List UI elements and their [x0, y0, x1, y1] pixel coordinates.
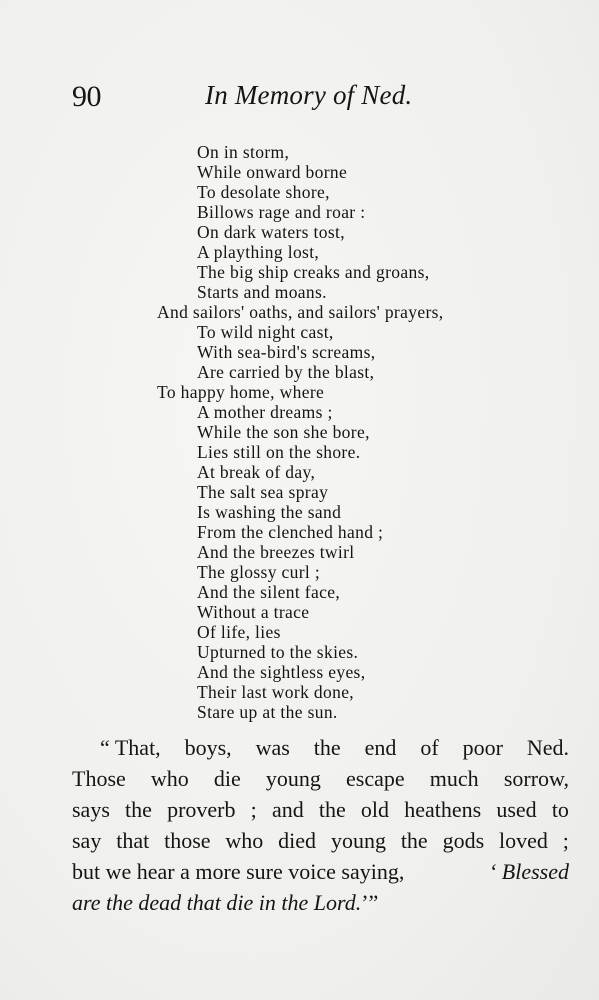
word: that: [116, 828, 150, 853]
poem-line: On dark waters tost,: [197, 222, 345, 242]
word: much: [429, 766, 479, 791]
page-number: 90: [72, 80, 101, 113]
word: who: [225, 828, 264, 853]
word: young: [330, 828, 386, 853]
word: sorrow,: [503, 766, 569, 791]
paragraph-line: [72, 733, 569, 763]
poem-line: Their last work done,: [197, 682, 355, 702]
word: escape: [346, 766, 405, 791]
poem-line: Lies still on the shore.: [197, 442, 361, 462]
poem-line: Without a trace: [197, 602, 310, 622]
word: of: [420, 735, 439, 760]
word: ;: [562, 828, 569, 853]
word: to: [551, 797, 569, 822]
poem-line: With sea-bird's screams,: [197, 342, 376, 362]
word: proverb: [167, 797, 236, 822]
paragraph-line: [72, 826, 569, 856]
word: die: [213, 766, 241, 791]
running-head: In Memory of Ned.: [205, 80, 413, 110]
poem-line: The salt sea spray: [197, 482, 329, 502]
poem-line: Billows rage and roar :: [197, 202, 366, 222]
poem-line: Starts and moans.: [197, 282, 327, 302]
word: young: [265, 766, 321, 791]
poem-line: On in storm,: [197, 142, 290, 162]
word: the: [400, 828, 428, 853]
paragraph-line: [72, 888, 569, 918]
closing-quote: ’”: [361, 890, 379, 915]
word: old: [360, 797, 390, 822]
word: the: [313, 735, 341, 760]
word: says: [72, 797, 110, 822]
poem-line: And sailors' oaths, and sailors' prayers,: [157, 302, 444, 322]
word: used: [496, 797, 537, 822]
poem-line: Of life, lies: [197, 622, 281, 642]
word: Ned.: [526, 735, 569, 760]
poem-line: Are carried by the blast,: [197, 362, 375, 382]
word: ;: [250, 797, 257, 822]
word: “ That,: [100, 735, 161, 760]
poem-line: While the son she bore,: [197, 422, 370, 442]
word: was: [255, 735, 290, 760]
poem-line: To happy home, where: [157, 382, 325, 402]
word: Those: [72, 766, 126, 791]
quoted-text: are the dead that die in the Lord.: [72, 890, 362, 915]
word: who: [150, 766, 189, 791]
poem-line: From the clenched hand ;: [197, 522, 384, 542]
poem-line: And the breezes twirl: [197, 542, 355, 562]
paragraph-line: [72, 764, 569, 794]
poem-line: To wild night cast,: [197, 322, 334, 342]
poem-line: The glossy curl ;: [197, 562, 321, 582]
word: boys,: [184, 735, 232, 760]
paragraph-text: but we hear a more sure voice saying,: [72, 859, 405, 884]
poem-line: To desolate shore,: [197, 182, 330, 202]
word: say: [72, 828, 102, 853]
poem-line: At break of day,: [197, 462, 316, 482]
word: the: [318, 797, 346, 822]
paragraph-line: [72, 857, 569, 887]
poem-line: And the silent face,: [197, 582, 341, 602]
poem-line: While onward borne: [197, 162, 348, 182]
poem-line: Is washing the sand: [197, 502, 342, 522]
word: end: [364, 735, 397, 760]
word: gods: [442, 828, 485, 853]
poem-line: A plaything lost,: [197, 242, 320, 262]
word: died: [278, 828, 317, 853]
word: the: [125, 797, 152, 822]
paragraph-line: [72, 795, 569, 825]
poem-line: And the sightless eyes,: [197, 662, 366, 682]
poem-line: Stare up at the sun.: [197, 702, 338, 722]
word: those: [164, 828, 211, 853]
word: heathens: [404, 797, 482, 822]
poem-line: The big ship creaks and groans,: [197, 262, 430, 282]
word: and: [271, 797, 304, 822]
word: loved: [499, 828, 548, 853]
poem-line: Upturned to the skies.: [197, 642, 359, 662]
poem-line: A mother dreams ;: [197, 402, 333, 422]
word: poor: [462, 735, 503, 760]
quoted-text: ‘ Blessed: [488, 859, 569, 884]
